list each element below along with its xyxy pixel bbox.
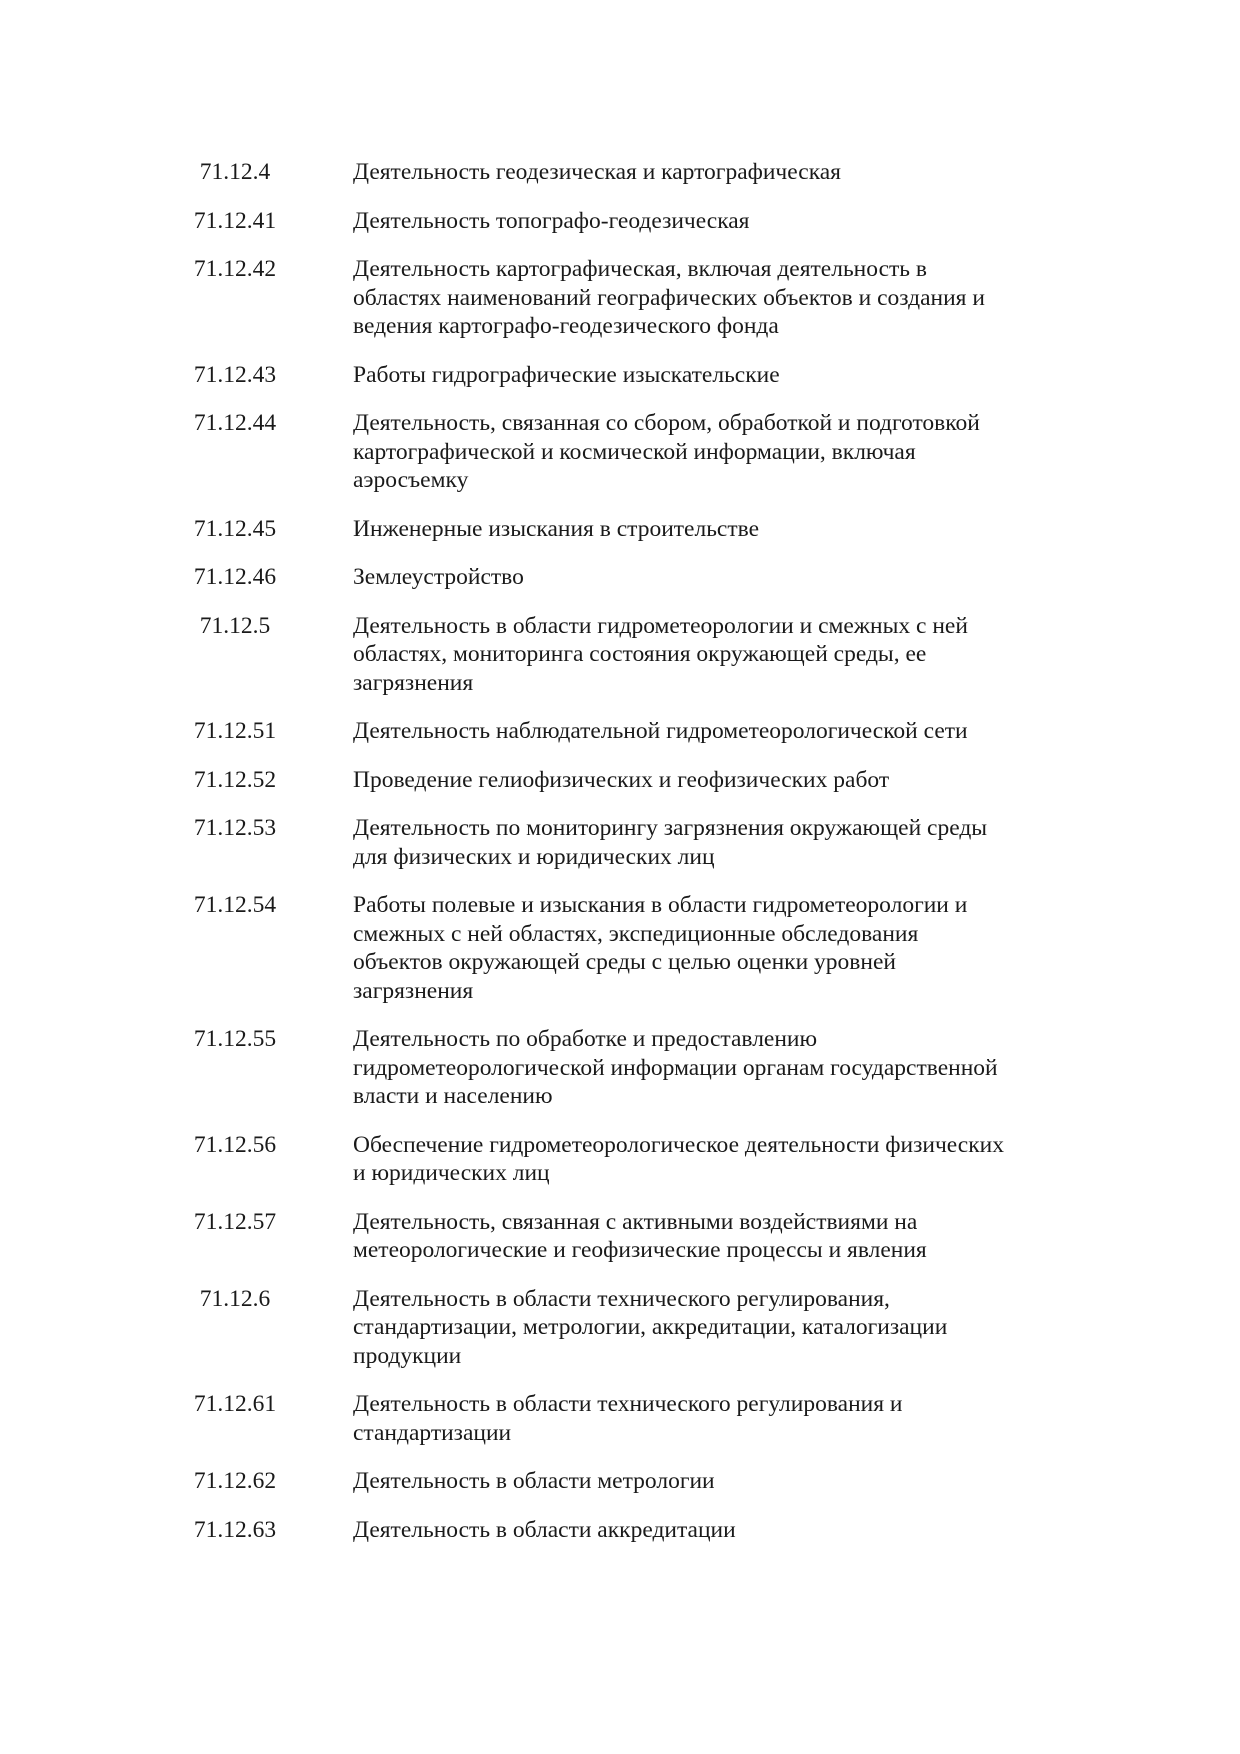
entry-title: Деятельность в области аккредитации <box>353 1516 736 1543</box>
entry-title: Работы полевые и изыскания в области гидрометеорологии и смежных с ней областях, экспедиционные обследования объектов окружающей среды с целью оценки уровней загрязнения <box>353 892 968 1004</box>
entry-code: 71.12.6 <box>199 1285 271 1312</box>
entry-code: 71.12.43 <box>193 361 277 388</box>
entry-title: Деятельность в области гидрометеорологии и смежных с ней областях, мониторинга состояния окружающей среды, ее загрязнения <box>353 612 968 696</box>
entry-title: Деятельность по мониторингу загрязнения окружающей среды для физических и юридических лиц <box>353 815 988 870</box>
entry-title: Деятельность, связанная со сбором, обработкой и подготовкой картографической и космической информации, включая аэросъемку <box>353 410 980 493</box>
entry-code: 71.12.62 <box>193 1468 277 1494</box>
entry-title: Деятельность в области метрологии <box>353 1468 715 1494</box>
list-item <box>0 563 1240 592</box>
entry-code: 71.12.4 <box>199 159 271 185</box>
entry-title: Деятельность в области технического регулирования и стандартизации <box>353 1391 903 1446</box>
list-item <box>0 361 1240 390</box>
list-item <box>0 158 1240 187</box>
entry-code: 71.12.61 <box>193 1391 277 1417</box>
entry-code: 71.12.42 <box>193 256 277 282</box>
entry-code: 71.12.57 <box>193 1208 277 1235</box>
entry-title: Обеспечение гидрометеорологическое деятельности физических и юридических лиц <box>353 1131 1004 1186</box>
entry-title: Деятельность в области технического регулирования, стандартизации, метрологии, аккредитации, каталогизации продукции <box>353 1285 948 1369</box>
list-item <box>0 814 1240 871</box>
entry-code: 71.12.63 <box>193 1516 277 1543</box>
list-item <box>0 891 1240 1005</box>
list-item <box>0 1025 1240 1111</box>
list-item <box>0 255 1240 341</box>
classifier-list <box>0 158 1240 1564</box>
list-item <box>0 1390 1240 1447</box>
entry-code: 71.12.41 <box>193 207 277 234</box>
list-item <box>0 1131 1240 1188</box>
list-item <box>0 1467 1240 1496</box>
entry-title: Землеустройство <box>353 564 524 590</box>
entry-title: Инженерные изыскания в строительстве <box>353 515 760 542</box>
entry-title: Деятельность топографо-геодезическая <box>353 207 750 234</box>
entry-code: 71.12.44 <box>193 410 277 436</box>
entry-code: 71.12.53 <box>193 815 277 841</box>
entry-code: 71.12.55 <box>193 1026 277 1052</box>
list-item <box>0 1208 1240 1265</box>
entry-code: 71.12.45 <box>193 515 277 542</box>
entry-title: Деятельность, связанная с активными воздействиями на метеорологические и геофизические процессы и явления <box>353 1208 927 1263</box>
entry-title: Работы гидрографические изыскательские <box>353 361 780 388</box>
list-item <box>0 1285 1240 1371</box>
entry-code: 71.12.51 <box>193 718 277 744</box>
entry-code: 71.12.56 <box>193 1131 277 1158</box>
entry-code: 71.12.46 <box>193 564 277 590</box>
list-item <box>0 612 1240 698</box>
entry-title: Деятельность геодезическая и картографическая <box>353 159 841 185</box>
list-item <box>0 207 1240 236</box>
list-item <box>0 766 1240 795</box>
entry-title: Деятельность наблюдательной гидрометеорологической сети <box>353 718 968 744</box>
entry-code: 71.12.52 <box>193 766 277 793</box>
entry-title: Деятельность по обработке и предоставлению гидрометеорологической информации органам государственной власти и населению <box>353 1026 998 1109</box>
list-item <box>0 409 1240 495</box>
entry-title: Деятельность картографическая, включая деятельность в областях наименований географических объектов и создания и ведения картографо-геодезического фонда <box>353 256 985 339</box>
list-item <box>0 515 1240 544</box>
entry-code: 71.12.5 <box>199 612 271 639</box>
list-item <box>0 1516 1240 1545</box>
entry-code: 71.12.54 <box>193 892 277 918</box>
entry-title: Проведение гелиофизических и геофизических работ <box>353 766 890 793</box>
list-item <box>0 717 1240 746</box>
